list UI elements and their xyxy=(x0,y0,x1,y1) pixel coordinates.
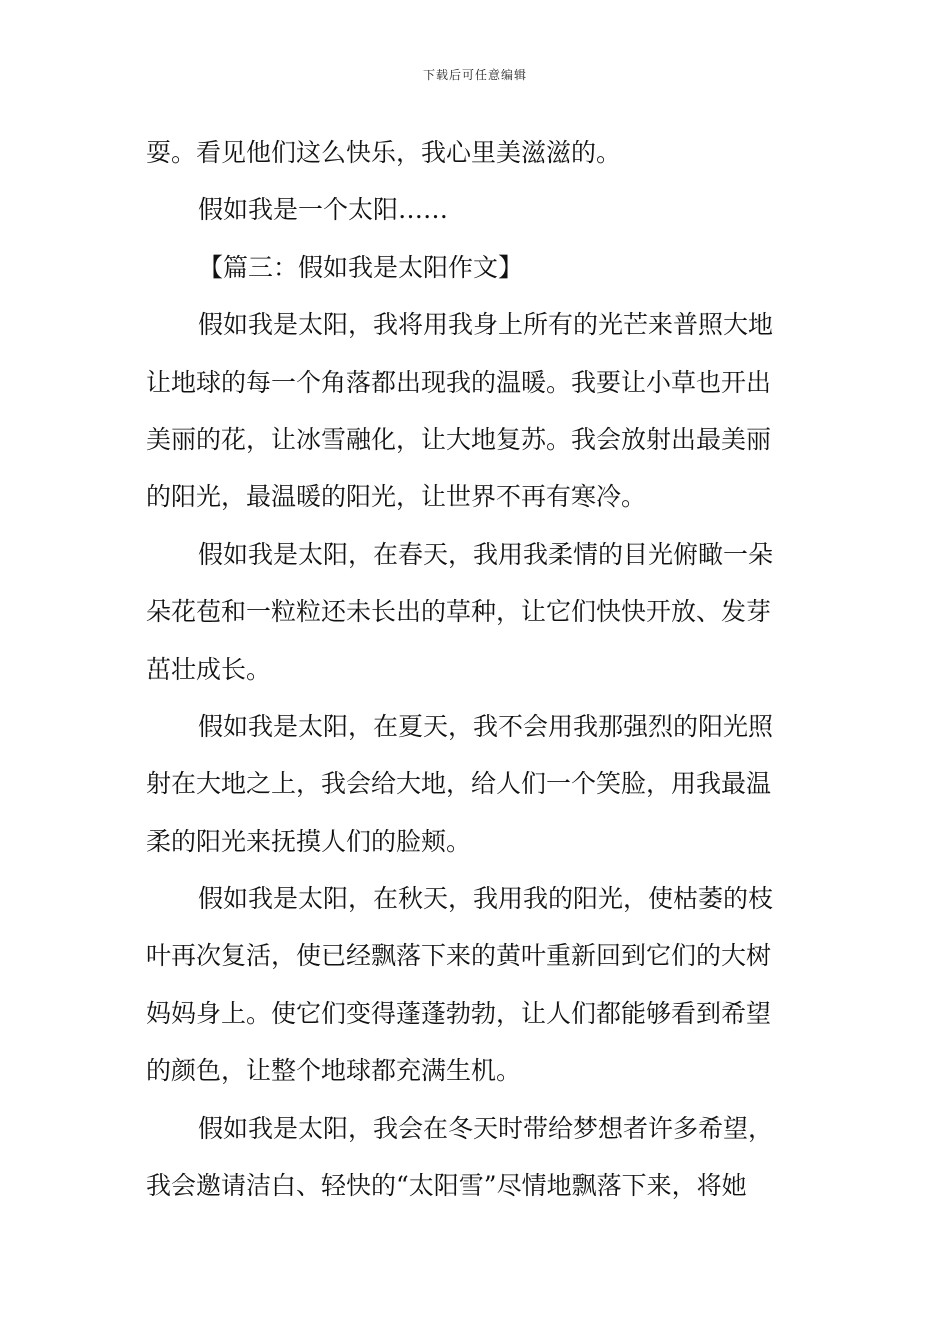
text-line: 假如我是太阳，在夏天，我不会用我那强烈的阳光照 xyxy=(198,711,774,741)
section-heading: 【篇三：假如我是太阳作文】 xyxy=(198,252,524,282)
text-line: 的阳光，最温暖的阳光，让世界不再有寒冷。 xyxy=(146,482,647,512)
text-line: 假如我是太阳，我会在冬天时带给梦想者许多希望， xyxy=(198,1113,774,1143)
text-line: 的颜色，让整个地球都充满生机。 xyxy=(146,1056,522,1086)
text-line: 假如我是太阳，在春天，我用我柔情的目光俯瞰一朵 xyxy=(198,539,774,569)
text-line: 叶再次复活，使已经飘落下来的黄叶重新回到它们的大树 xyxy=(146,941,772,971)
text-line: 朵花苞和一粒粒还未长出的草种，让它们快快开放、发芽 xyxy=(146,597,772,627)
text-line: 妈妈身上。使它们变得蓬蓬勃勃，让人们都能够看到希望 xyxy=(146,998,772,1028)
text-line: 我会邀请洁白、轻快的“太阳雪”尽情地飘落下来，将她 xyxy=(146,1171,747,1201)
text-line: 假如我是一个太阳…… xyxy=(198,195,449,225)
text-line: 茁壮成长。 xyxy=(146,654,272,684)
text-line: 让地球的每一个角落都出现我的温暖。我要让小草也开出 xyxy=(146,367,772,397)
text-line: 射在大地之上，我会给大地，给人们一个笑脸，用我最温 xyxy=(146,769,772,799)
text-line: 假如我是太阳，在秋天，我用我的阳光，使枯萎的枝 xyxy=(198,884,774,914)
text-line: 耍。看见他们这么快乐，我心里美滋滋的。 xyxy=(146,138,622,167)
page-header: 下载后可任意编辑 xyxy=(422,68,527,82)
text-line: 柔的阳光来抚摸人们的脸颊。 xyxy=(146,826,472,856)
text-line: 美丽的花，让冰雪融化，让大地复苏。我会放射出最美丽 xyxy=(146,424,772,454)
text-line: 假如我是太阳，我将用我身上所有的光芒来普照大地 xyxy=(198,310,774,340)
document-body xyxy=(146,124,808,1214)
